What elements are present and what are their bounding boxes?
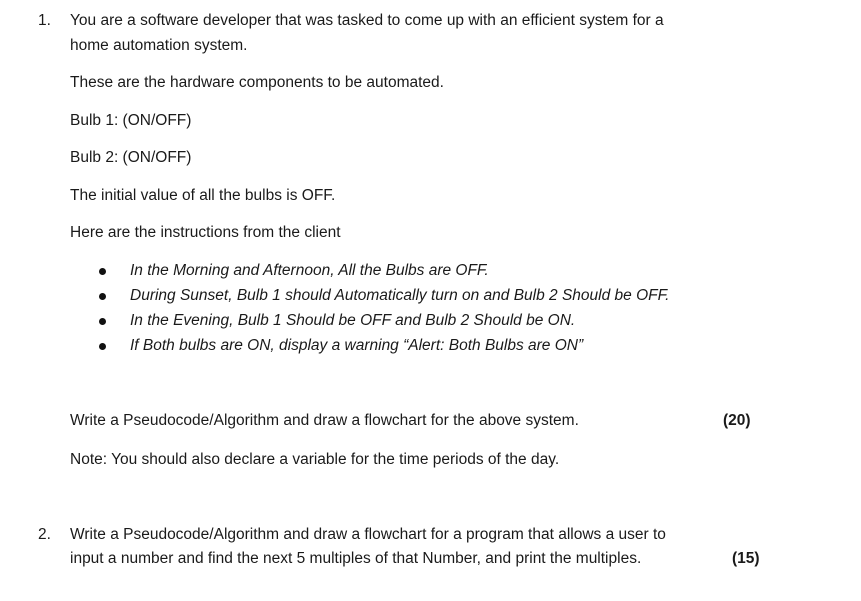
- bullet-icon: [99, 268, 106, 275]
- question-1-marks: (20): [723, 412, 751, 429]
- bulb-1-spec: Bulb 1: (ON/OFF): [70, 112, 192, 129]
- instruction-text: In the Morning and Afternoon, All the Bulbs are OFF.: [130, 262, 489, 279]
- bullet-icon: [99, 293, 106, 300]
- instruction-text: If Both bulbs are ON, display a warning “Alert: Both Bulbs are ON”: [130, 337, 584, 354]
- question-1-number: 1.: [38, 12, 51, 29]
- components-intro: These are the hardware components to be automated.: [70, 74, 444, 91]
- question-1-note: Note: You should also declare a variable for the time periods of the day.: [70, 451, 560, 468]
- initial-value-statement: The initial value of all the bulbs is OFF.: [70, 187, 336, 204]
- question-2-marks: (15): [732, 550, 760, 567]
- bulb-2-spec: Bulb 2: (ON/OFF): [70, 149, 192, 166]
- question-1-intro-line-2: home automation system.: [70, 37, 248, 54]
- question-2-number: 2.: [38, 526, 51, 543]
- bullet-icon: [99, 343, 106, 350]
- bullet-icon: [99, 318, 106, 325]
- question-1-task: Write a Pseudocode/Algorithm and draw a flowchart for the above system.: [70, 412, 579, 429]
- instruction-text: In the Evening, Bulb 1 Should be OFF and Bulb 2 Should be ON.: [130, 312, 576, 329]
- question-2-line-1: Write a Pseudocode/Algorithm and draw a flowchart for a program that allows a user to: [70, 526, 666, 543]
- question-1-intro-line-1: You are a software developer that was tasked to come up with an efficient system for a: [70, 12, 664, 29]
- instructions-intro: Here are the instructions from the client: [70, 224, 341, 241]
- instruction-text: During Sunset, Bulb 1 should Automatically turn on and Bulb 2 Should be OFF.: [130, 287, 670, 304]
- question-2-line-2: input a number and find the next 5 multiples of that Number, and print the multiples.: [70, 550, 642, 567]
